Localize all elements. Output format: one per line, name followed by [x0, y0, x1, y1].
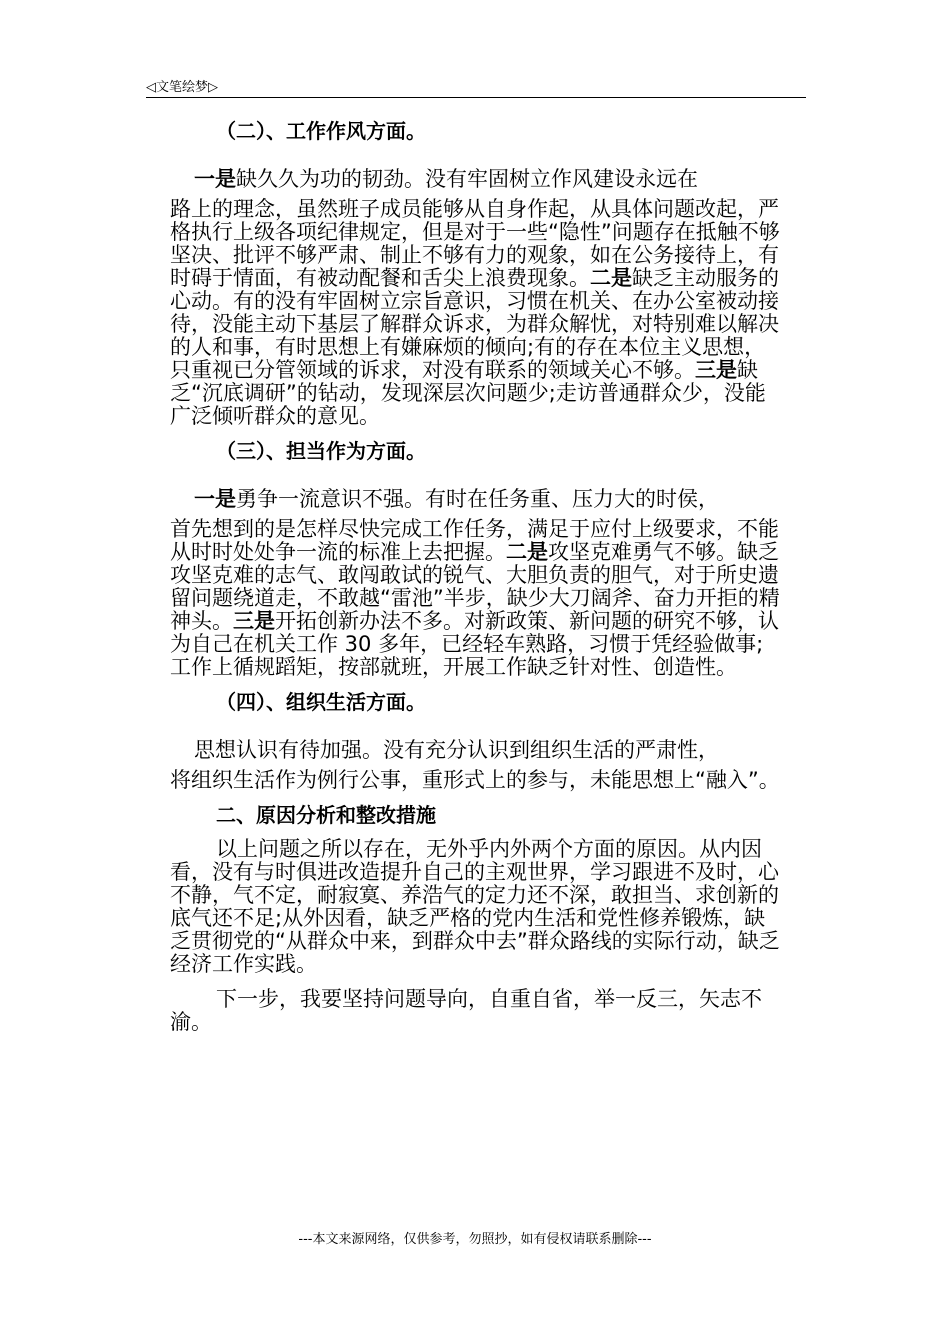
paragraph-org-life: [170, 735, 780, 792]
heading-causes: 二、原因分析和整改措施: [216, 803, 436, 827]
paragraph-body: [170, 198, 780, 428]
text-span: 缺乏主动服务的心动。有的没有牢固树立宗旨意识，习惯在机关、在办公室被动接待，没能主动下基层了解群众诉求，为群众解忧，对特别难以解决的人和事，有时思想上有嫌麻烦的倾向;有的存在本位主义思想，只重视已分管领域的诉求，对没有联系的领域关心不够。: [170, 266, 779, 382]
text-span: 缺久久为功的韧劲。没有牢固树立作风建设永远在: [236, 167, 698, 191]
paragraph-first-line: 思想认识有待加强。没有充分认识到组织生活的严肃性，: [194, 738, 719, 762]
bold-marker: 一是: [194, 487, 236, 511]
bold-marker: 三是: [695, 358, 737, 382]
paragraph-causes: 以上问题之所以存在，无外乎内外两个方面的原因。从内因看，没有与时俱进改造提升自己的主观世界，学习跟进不及时，心不静，气不定，耐寂寞、养浩气的定力还不深，敢担当、求创新的底气还不足;从外因看，缺乏严格的党内生活和党性修养锻炼，缺乏贯彻党的“从群众中来，到群众中去”群众路线的实际行动，缺乏经济工作实践。: [170, 837, 780, 976]
document-body: [170, 118, 780, 1034]
text-span: 开拓创新办法不多。对新政策、新问题的研究不够，认为自己在机关工作 30 多年，已经轻车熟路，习惯于凭经验做事;工作上循规蹈矩，按部就班，开展工作缺乏针对性、创造性。: [170, 609, 779, 679]
paragraph-next-steps: 下一步，我要坚持问题导向，自重自省，举一反三，矢志不渝。: [170, 987, 762, 1034]
text-span: 路上的理念，虽然班子成员能够从自身作起，从具体问题改起，严格执行上级各项纪律规定，但是对于一些“隐性”问题存在抵触不够坚决、批评不够严肃、制止不够有力的观象，如在公务接待上，有时碍于情面，有被动配餐和舌尖上浪费现象。: [170, 197, 780, 290]
heading-work-style: （二）、工作作风方面。: [216, 119, 426, 143]
bold-marker: 二是: [590, 266, 632, 290]
bold-marker: 一是: [194, 167, 236, 191]
text-span: 勇争一流意识不强。有时在任务重、压力大的时侯，: [236, 487, 719, 511]
text-span: 首先想到的是怎样尽快完成工作任务，满足于应付上级要求，不能从时时处处争一流的标准上去把握。: [170, 517, 779, 564]
paragraph-first-line: [170, 484, 780, 514]
bold-marker: 二是: [506, 540, 548, 564]
heading-org-life: （四）、组织生活方面。: [216, 690, 426, 714]
paragraph-work-style: [170, 164, 780, 428]
text-span: 攻坚克难勇气不够。缺乏攻坚克难的志气、敢闯敢试的锐气、大胆负责的胆气，对于所史遗留问题绕道走，不敢越“雷池”半步，缺少大刀阔斧、奋力开拒的精神头。: [170, 540, 780, 633]
header-divider: [146, 97, 806, 98]
paragraph-body: [170, 518, 780, 679]
document-header: ◁文笔绘梦▷: [146, 80, 218, 95]
paragraph-body: 将组织生活作为例行公事，重形式上的参与，未能思想上“融入”。: [170, 768, 780, 792]
document-footer: ---本文来源网络，仅供参考，勿照抄，如有侵权请联系删除---: [298, 1232, 652, 1247]
paragraph-responsibility: [170, 484, 780, 679]
bold-marker: 三是: [233, 609, 275, 633]
heading-responsibility: （三）、担当作为方面。: [216, 439, 426, 463]
text-span: 缺乏“沉底调研”的钻动，发现深层次问题少;走访普通群众少，没能广泛倾听群众的意见。: [170, 358, 766, 428]
paragraph-first-line: [170, 164, 780, 194]
